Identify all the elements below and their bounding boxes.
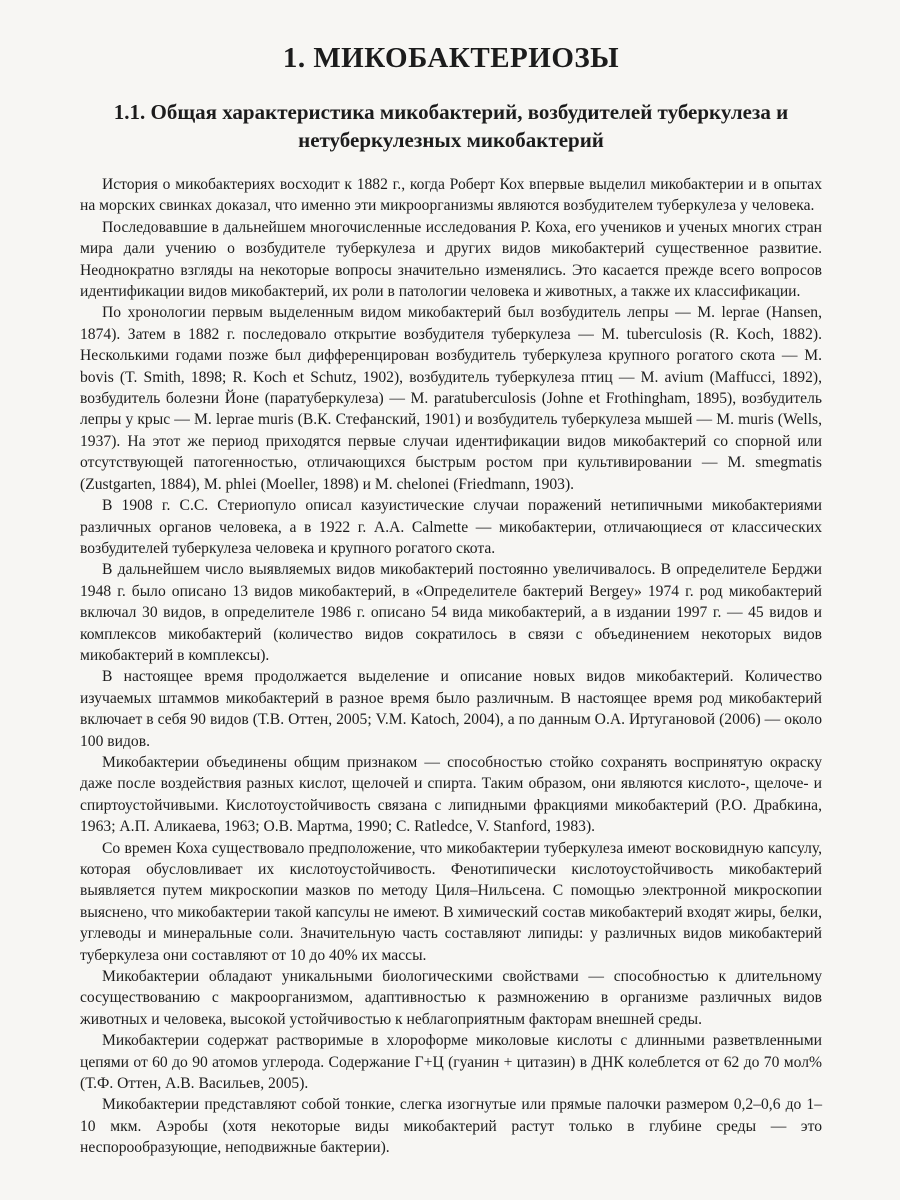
paragraph: Микобактерии представляют собой тонкие, слегка изогнутые или прямые палочки размером 0,2–0,6 до 1–10 мкм. Аэробы (хотя некоторые виды микобактерий растут только в глубине среды — это неспорообразующие, неподвижные бактерии).	[80, 1096, 822, 1157]
paragraph: Последовавшие в дальнейшем многочисленные исследования Р. Коха, его учеников и ученых многих стран мира дали учению о возбудителе туберкулеза и других видов микобактерий существенное развитие. Неоднократно взгляды на некоторые вопросы значительно изменялись. Это касается прежде всего вопросов идентификации видов микобактерий, их роли в патологии человека и животных, а также их классификации.	[80, 218, 822, 301]
paragraph: Микобактерии обладают уникальными биологическими свойствами — способностью к длительному сосуществованию с макроорганизмом, адаптивностью к размножению в организме различных видов животных и человека, высокой устойчивостью к неблагоприятным факторам внешней среды.	[80, 968, 822, 1028]
paragraph: История о микобактериях восходит к 1882 г., когда Роберт Кох впервые выделил микобактерии и в опытах на морских свинках доказал, что именно эти микроорганизмы являются возбудителем туберкулеза у человека.	[80, 176, 822, 215]
paragraph: В 1908 г. С.С. Стериопуло описал казуистические случаи поражений нетипичными микобактериями различных органов человека, а в 1922 г. A.A. Calmette — микобактерии, отличающиеся от классических возбудителей туберкулеза человека и крупного рогатого скота.	[80, 497, 822, 557]
chapter-title: 1. МИКОБАКТЕРИОЗЫ	[282, 42, 620, 74]
paragraph: Микобактерии содержат растворимые в хлороформе миколовые кислоты с длинными разветвленными цепями от 60 до 90 атомов углерода. Содержание Г+Ц (гуанин + цитазин) в ДНК колеблется от 62 до 70 мол% (Т.Ф. Оттен, А.В. Васильев, 2005).	[80, 1032, 822, 1093]
paragraph: В дальнейшем число выявляемых видов микобактерий постоянно увеличивалось. В определителе Берджи 1948 г. было описано 13 видов микобактерий, в «Определителе бактерий Bergey» 1974 г. род микобактерий включал 30 видов, в определителе 1986 г. описано 54 вида микобактерий, а в издании 1997 г. — 45 видов и комплексов микобактерий (количество видов сократилось в связи с объединением некоторых видов микобактерий в комплексы).	[80, 561, 822, 664]
paragraph: Микобактерии объединены общим признаком — способностью стойко сохранять воспринятую окраску даже после воздействия разных кислот, щелочей и спирта. Таким образом, они являются кислото-, щелоче- и спиртоустойчивыми. Кислотоустойчивость связана с липидными фракциями микобактерий (Р.О. Драбкина, 1963; А.П. Аликаева, 1963; О.В. Мартма, 1990; C. Ratledce, V. Stanford, 1983).	[80, 753, 822, 836]
body-text	[80, 174, 822, 1159]
section-title: 1.1. Общая характеристика микобактерий, возбудителей туберкулеза и нетуберкулезных микобактерий	[113, 100, 789, 152]
paragraph: По хронологии первым выделенным видом микобактерий был возбудитель лепры — M. leprae (Hansen, 1874). Затем в 1882 г. последовало открытие возбудителя туберкулеза — M. tuberculosis (R. Koch, 1882). Несколькими годами позже был дифференцирован возбудитель туберкулеза крупного рогатого скота — M. bovis (T. Smith, 1898; R. Koch et Schutz, 1902), возбудитель туберкулеза птиц — M. avium (Maffucci, 1892), возбудитель болезни Йоне (паратуберкулеза) — M. paratuberculosis (Johne et Frothingham, 1895), возбудитель лепры у крыс — M. leprae muris (В.К. Стефанский, 1901) и возбудитель туберкулеза мышей — M. muris (Wells, 1937). На этот же период приходятся первые случаи идентификации видов микобактерий со спорной или отсутствующей патогенностью, отличающихся быстрым ростом при культивировании — M. smegmatis (Zustgarten, 1884), M. phlei (Moeller, 1898) и M. chelonei (Friedmann, 1903).	[80, 304, 822, 493]
paragraph: Со времен Коха существовало предположение, что микобактерии туберкулеза имеют восковидную капсулу, которая обусловливает их кислотоустойчивость. Фенотипически кислотоустойчивость микобактерий выявляется путем микроскопии мазков по методу Циля–Нильсена. С помощью электронной микроскопии выяснено, что микобактерии такой капсулы не имеют. В химический состав микобактерий входят жиры, белки, углеводы и минеральные соли. Значительную часть составляют липиды: у различных видов микобактерий туберкулеза они составляют от 10 до 40% их массы.	[80, 839, 822, 964]
paragraph: В настоящее время продолжается выделение и описание новых видов микобактерий. Количество изучаемых штаммов микобактерий в разное время было различным. В настоящее время род микобактерий включает в себя 90 видов (Т.В. Оттен, 2005; V.M. Katoch, 2004), а по данным О.А. Иртугановой (2006) — около 100 видов.	[80, 668, 822, 750]
